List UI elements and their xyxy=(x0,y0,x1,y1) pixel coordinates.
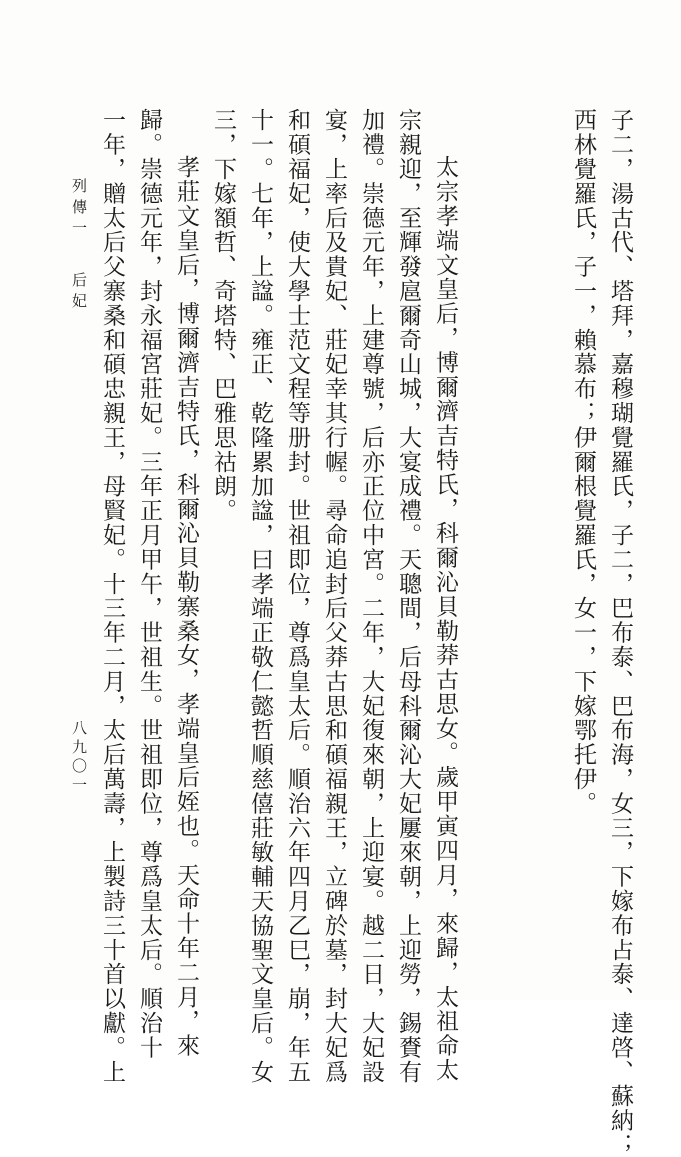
page-number: 八九〇一 xyxy=(70,720,88,796)
section-label: 后妃 xyxy=(70,272,88,314)
text-column-4: 宗親迎，至輝發扈爾奇山城，大宴成禮。天聰間，后母科爾沁大妃屢來朝，上迎勞，錫賚有 xyxy=(395,108,421,1084)
text-column-10: 孝莊文皇后，博爾濟吉特氏，科爾沁貝勒寨桑女，孝端皇后姪也。天命十年二月，來 xyxy=(173,155,199,1058)
text-column-7: 和碩福妃，使大學士范文程等册封。世祖即位，尊爲皇太后。順治六年四月乙巳，崩，年五 xyxy=(284,108,310,1084)
text-column-2: 西林覺羅氏，子一，賴慕布；伊爾根覺羅氏，女一，下嫁鄂托伊。 xyxy=(570,108,596,816)
text-column-6: 宴，上率后及貴妃、莊妃幸其行幄。尋命追封后父莽古思和碩福親王，立碑於墓，封大妃爲 xyxy=(321,108,347,1084)
text-column-12: 一年，贈太后父寨桑和碩忠親王，母賢妃。十三年二月，太后萬壽，上製詩三十首以獻。上 xyxy=(99,108,125,1084)
text-column-3: 太宗孝端文皇后，博爾濟吉特氏，科爾沁貝勒莽古思女。歲甲寅四月，來歸，太祖命太 xyxy=(432,155,458,1083)
chapter-label: 列傳一 xyxy=(70,178,88,241)
text-column-11: 歸。崇德元年，封永福宮莊妃。三年正月甲午，世祖生。世祖即位，尊爲皇太后。順治十 xyxy=(136,108,162,1060)
text-column-1: 子二，湯古代、塔拜，嘉穆瑚覺羅氏，子二，巴布泰、巴布海，女三，下嫁布占泰、達啓、蘇納； xyxy=(607,108,633,1157)
text-column-9: 三，下嫁額哲、奇塔特、巴雅思祜朗。 xyxy=(210,108,236,523)
text-column-8: 十一。七年，上諡。雍正、乾隆累加諡，曰孝端正敬仁懿哲順慈僖莊敏輔天協聖文皇后。女 xyxy=(247,108,273,1084)
text-column-5: 加禮。崇德元年，上建尊號，后亦正位中宮。二年，大妃復來朝，上迎宴。越二日，大妃設 xyxy=(358,108,384,1084)
